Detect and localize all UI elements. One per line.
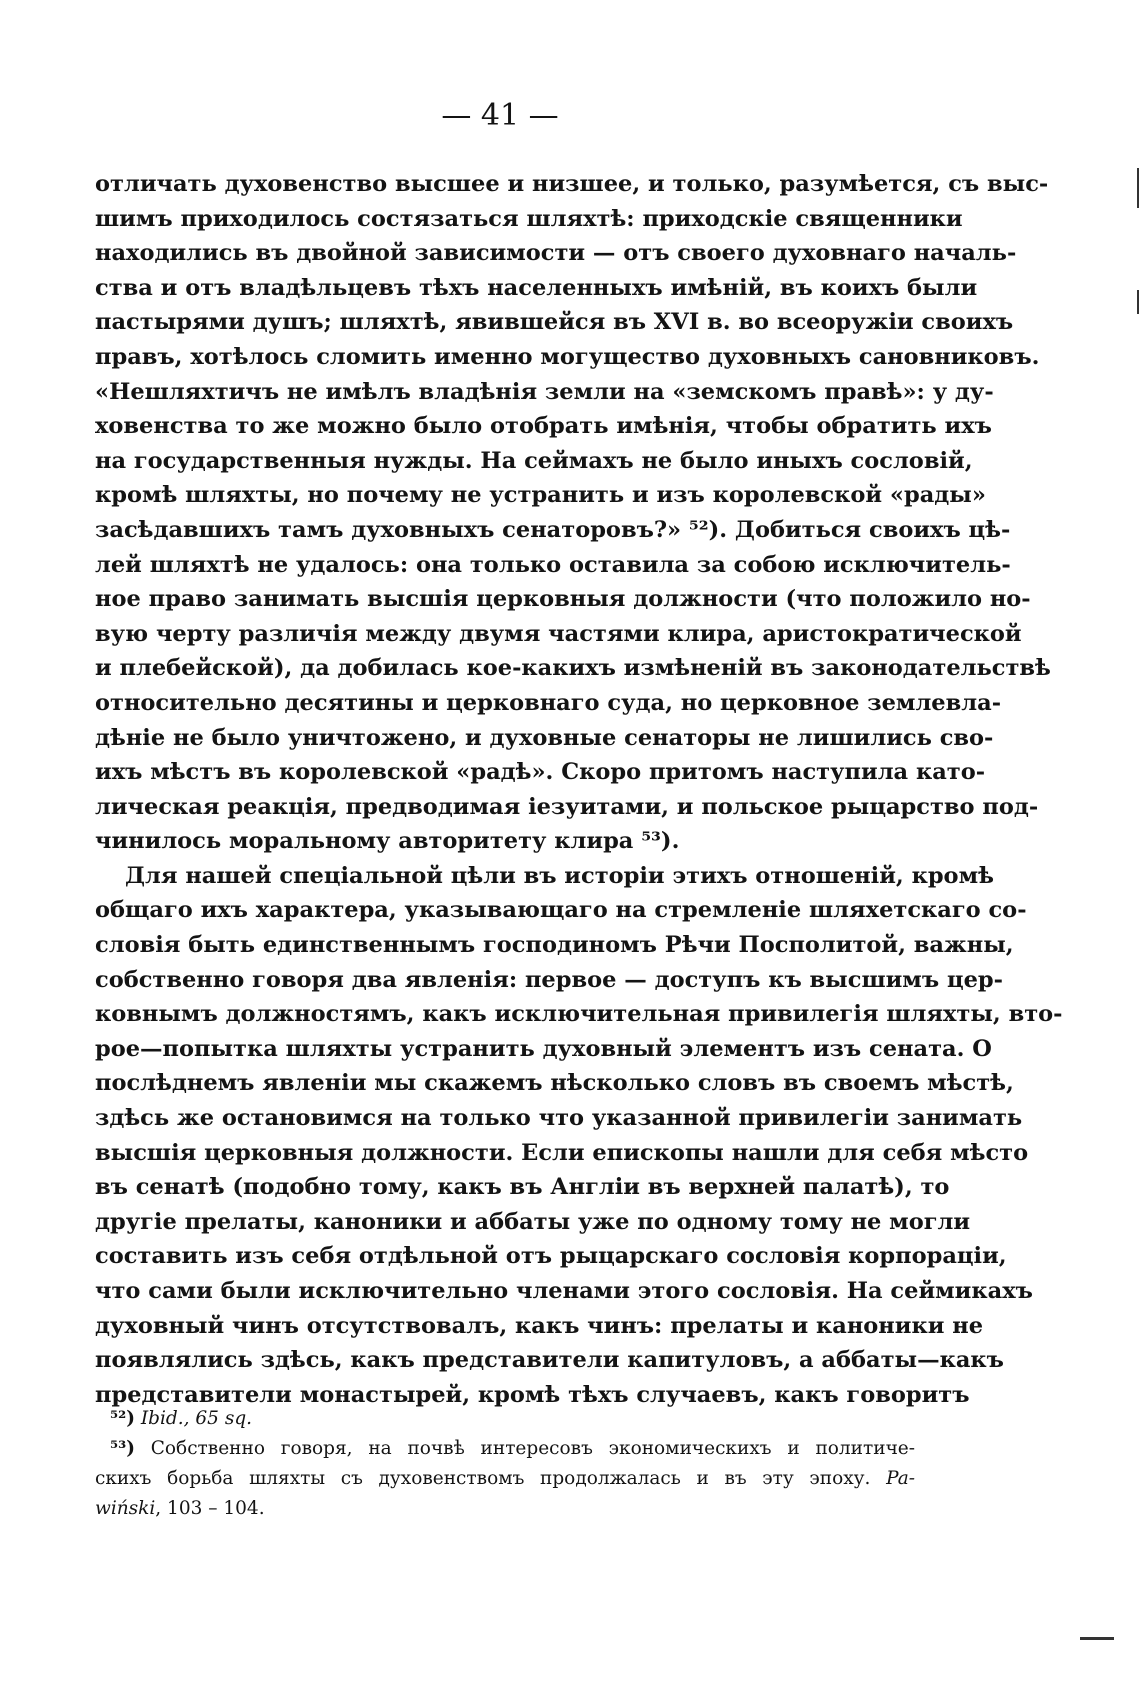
text-line: «Нешляхтичъ не имѣлъ владѣнія земли на «земскомъ правѣ»: у ду- <box>95 378 994 405</box>
text-line: находились въ двойной зависимости — отъ своего духовнаго началь- <box>95 240 1017 267</box>
text-line: вую черту различія между двумя частями клира, аристократической <box>95 620 1022 647</box>
text-line: кромѣ шляхты, но почему не устранить и изъ королевской «рады» <box>95 482 986 509</box>
main-text <box>95 167 1063 1412</box>
footnotes <box>95 1404 915 1524</box>
text-line: правъ, хотѣлось сломить именно могущество духовныхъ сановниковъ. <box>95 343 1040 370</box>
footnote-52 <box>95 1404 915 1434</box>
footnote-marker: ⁵²) <box>110 1408 135 1429</box>
footnote-marker: ⁵³) <box>110 1438 135 1459</box>
footnote-53-line <box>95 1494 915 1524</box>
scan-mark <box>1080 1637 1114 1640</box>
text-line: собственно говоря два явленія: первое — доступъ къ высшимъ цер- <box>95 966 1003 993</box>
text-line: словія быть единственнымъ господиномъ Рѣчи Посполитой, важны, <box>95 932 1014 959</box>
text-line: что сами были исключительно членами этого сословія. На сеймикахъ <box>95 1278 1033 1304</box>
text-line: ное право занимать высшія церковныя должности (что положило но- <box>95 586 1031 613</box>
text-line: лей шляхтѣ не удалось: она только оставила за собою исключитель- <box>95 551 1011 578</box>
footnote-author: Pa- <box>886 1468 915 1489</box>
text-line: ихъ мѣстъ въ королевской «радѣ». Скоро притомъ наступила като- <box>95 759 986 786</box>
text-line: ховенства то же можно было отобрать имѣнія, чтобы обратить ихъ <box>95 413 992 440</box>
text-line: въ сенатѣ (подобно тому, какъ въ Англіи въ верхней палатѣ), то <box>95 1174 950 1201</box>
text-line: составить изъ себя отдѣльной отъ рыцарскаго сословія корпораціи, <box>95 1243 1007 1270</box>
text-line: высшія церковныя должности. Если епископы нашли для себя мѣсто <box>95 1139 1029 1166</box>
footnote-53-line <box>95 1434 915 1464</box>
text-line: появлялись здѣсь, какъ представители капитуловъ, а аббаты—какъ <box>95 1347 1004 1374</box>
page-number: — 41 — <box>441 98 559 133</box>
footnote-text: скихъ борьба шляхты съ духовенствомъ продолжалась и въ эту эпоху. <box>95 1468 871 1489</box>
footnote-text: Ibid., 65 sq. <box>140 1408 253 1429</box>
text-line: засѣдавшихъ тамъ духовныхъ сенаторовъ?» ⁵²). Добиться своихъ цѣ- <box>95 516 1011 543</box>
text-line: духовный чинъ отсутствовалъ, какъ чинъ: прелаты и каноники не <box>95 1312 984 1339</box>
text-line: здѣсь же остановимся на только что указанной привилегіи занимать <box>95 1105 1023 1132</box>
text-line: другіе прелаты, каноники и аббаты уже по одному тому не могли <box>95 1208 971 1235</box>
text-line: рое—попытка шляхты устранить духовный элементъ изъ сената. О <box>95 1035 992 1062</box>
scan-mark <box>1137 290 1139 314</box>
text-line: ства и отъ владѣльцевъ тѣхъ населенныхъ имѣній, въ коихъ были <box>95 274 978 301</box>
text-line: шимъ приходилось состязаться шляхтѣ: приходскіе священники <box>95 205 963 232</box>
text-line: лическая реакція, предводимая іезуитами, и польское рыцарство под- <box>95 793 1039 820</box>
scan-mark <box>1137 168 1139 208</box>
text-line: общаго ихъ характера, указывающаго на стремленіе шляхетскаго со- <box>95 897 1027 924</box>
footnote-text: , 103 – 104. <box>155 1498 265 1519</box>
text-line: и плебейской), да добилась кое-какихъ измѣненій въ законодательствѣ <box>95 655 1051 682</box>
text-line: чинилось моральному авторитету клира ⁵³). <box>95 828 680 855</box>
text-line: относительно десятины и церковнаго суда, но церковное землевла- <box>95 689 1002 716</box>
text-line: пастырями душъ; шляхтѣ, явившейся въ XVI в. во всеоружіи своихъ <box>95 309 1014 336</box>
text-line: Для нашей спеціальной цѣли въ исторіи этихъ отношеній, кромѣ <box>125 862 994 889</box>
text-line: дѣніе не было уничтожено, и духовные сенаторы не лишились сво- <box>95 724 994 751</box>
text-line: отличать духовенство высшее и низшее, и только, разумѣется, съ выс- <box>95 171 1049 197</box>
text-line: послѣднемъ явленіи мы скажемъ нѣсколько словъ въ своемъ мѣстѣ, <box>95 1070 1014 1097</box>
text-line: представители монастырей, кромѣ тѣхъ случаевъ, какъ говоритъ <box>95 1381 970 1408</box>
footnote-author: wiński <box>95 1498 156 1519</box>
text-line: на государственныя нужды. На сеймахъ не было иныхъ сословій, <box>95 447 973 474</box>
footnote-text: Собственно говоря, на почвѣ интересовъ экономическихъ и политиче- <box>150 1438 915 1459</box>
text-line: ковнымъ должностямъ, какъ исключительная привилегія шляхты, вто- <box>95 1001 1063 1028</box>
footnote-53-line <box>95 1464 915 1494</box>
